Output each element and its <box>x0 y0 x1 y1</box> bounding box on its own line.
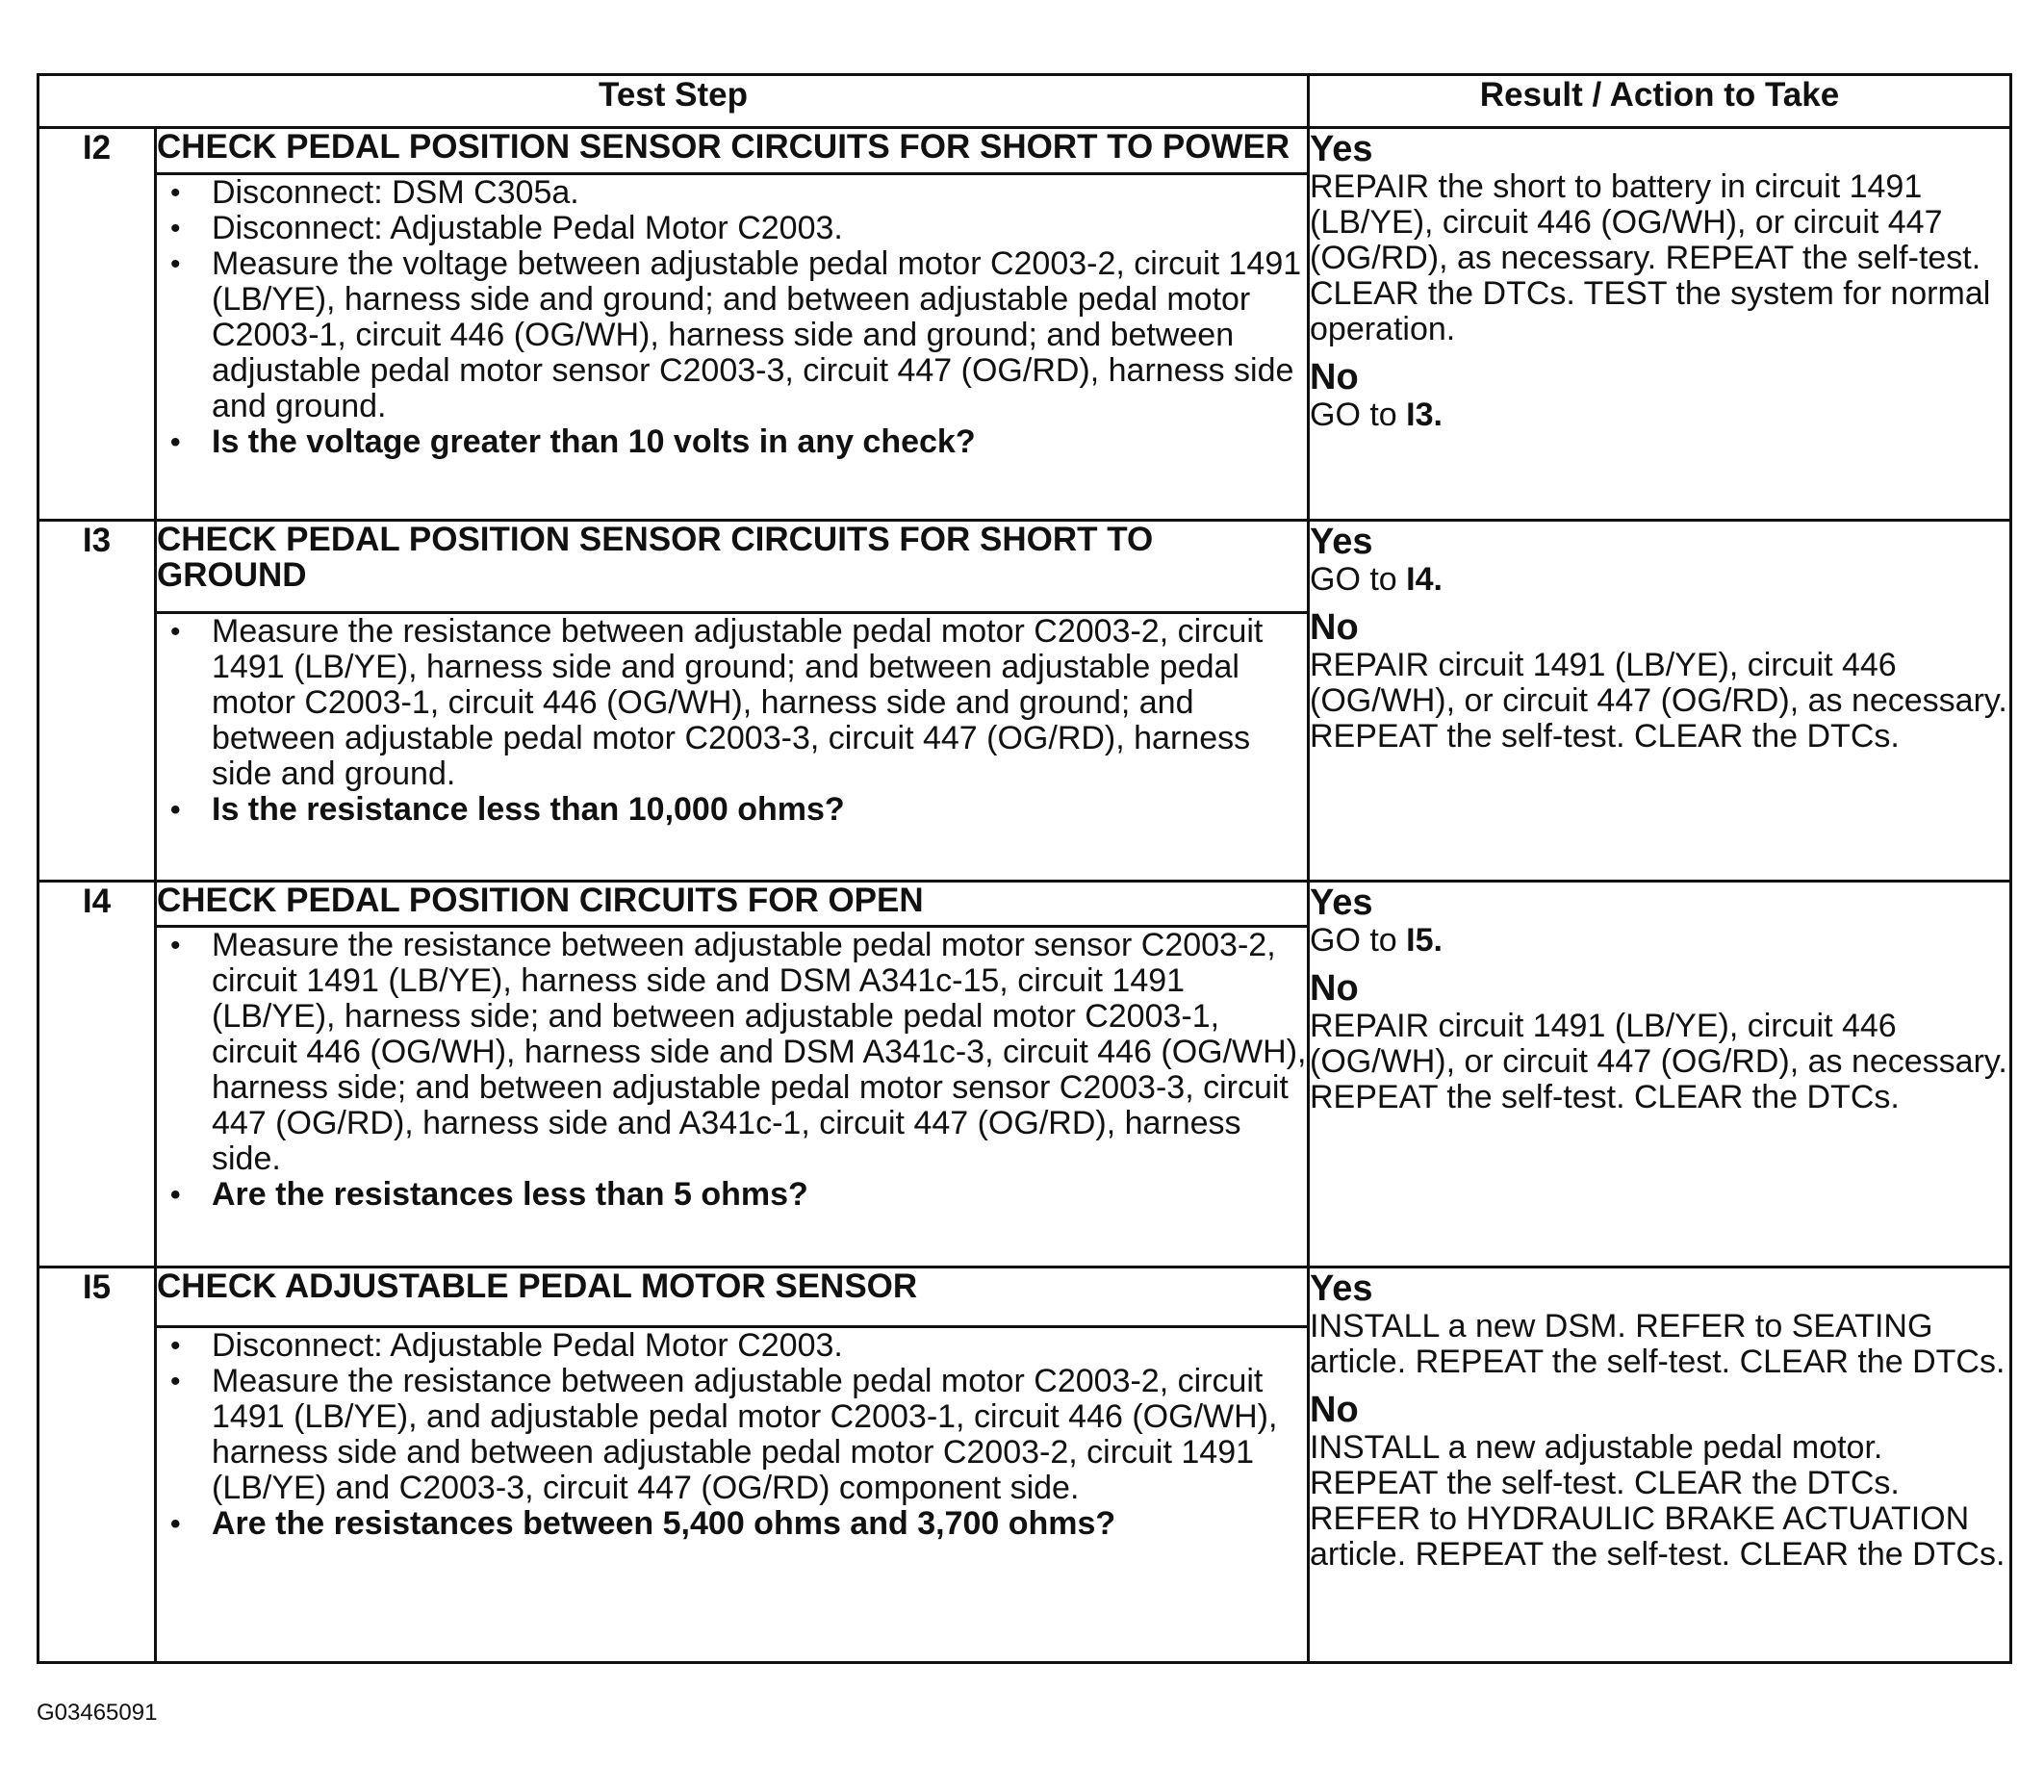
yes-label: Yes <box>1310 1268 1373 1309</box>
yes-action: GO to <box>1310 922 1397 959</box>
step-result <box>1309 1267 2011 1663</box>
step-number: I5 <box>38 1267 156 1663</box>
step-result <box>1309 521 2011 882</box>
step-number: I2 <box>38 128 156 521</box>
yes-action: REPAIR the short to battery in circuit 1491 (LB/YE), circuit 446 (OG/WH), or circuit 447 (OG/RD), as necessary. REPEAT the self-test. CLEAR the DTCs. TEST the system for normal operation. <box>1310 168 1991 347</box>
no-action: GO to <box>1310 397 1397 433</box>
step-title: CHECK PEDAL POSITION SENSOR CIRCUITS FOR SHORT TO GROUND <box>156 521 1309 613</box>
no-action: REPAIR circuit 1491 (LB/YE), circuit 446 (OG/WH), or circuit 447 (OG/RD), as necessary. REPEAT the self-test. CLEAR the DTCs. <box>1310 647 2007 755</box>
step-bullet: • Disconnect: Adjustable Pedal Motor C2003. <box>170 1327 843 1365</box>
figure-id: G03465091 <box>37 1700 158 1726</box>
step-title-row <box>38 521 2011 613</box>
step-question: • Are the resistances between 5,400 ohms and 3,700 ohms? <box>170 1505 1116 1543</box>
step-title-row <box>38 128 2011 174</box>
step-title: CHECK PEDAL POSITION CIRCUITS FOR OPEN <box>156 882 1309 927</box>
yes-action: GO to <box>1310 561 1397 598</box>
yes-action-ref: I5. <box>1406 922 1443 959</box>
no-action: INSTALL a new adjustable pedal motor. REPEAT the self-test. CLEAR the DTCs. REFER to HYDRAULIC BRAKE ACTUATION article. REPEAT the self-test. CLEAR the DTCs. <box>1310 1429 2006 1573</box>
step-title-row <box>38 882 2011 927</box>
no-action: REPAIR circuit 1491 (LB/YE), circuit 446 (OG/WH), or circuit 447 (OG/RD), as necessary. REPEAT the self-test. CLEAR the DTCs. <box>1310 1008 2007 1115</box>
step-bullet: • Disconnect: Adjustable Pedal Motor C2003. <box>170 210 843 247</box>
no-label: No <box>1310 357 1359 397</box>
step-body <box>156 927 1309 1267</box>
header-row <box>38 75 2011 128</box>
step-title: CHECK PEDAL POSITION SENSOR CIRCUITS FOR SHORT TO POWER <box>156 128 1309 174</box>
no-label: No <box>1310 1390 1359 1430</box>
step-bullet: • Measure the resistance between adjustable pedal motor sensor C2003-2, circuit 1491 (LB/YE), harness side and DSM A341c-15, circuit 1491 (LB/YE), harness side; and between adjustable pedal motor C2003-1, circuit 446 (OG/WH), harness side and DSM A341c-3, circuit 446 (OG/WH), harness side; and between adjustable pedal motor sensor C2003-3, circuit 447 (OG/RD), harness side and A341c-1, circuit 447 (OG/RD), harness side. <box>170 927 1307 1178</box>
step-question: • Are the resistances less than 5 ohms? <box>170 1176 808 1214</box>
step-question: • Is the resistance less than 10,000 ohms? <box>170 790 845 828</box>
step-body <box>156 612 1309 881</box>
yes-label: Yes <box>1310 129 1373 169</box>
diagnostic-table <box>37 73 2012 1664</box>
yes-label: Yes <box>1310 522 1373 562</box>
step-bullet: • Measure the resistance between adjustable pedal motor C2003-2, circuit 1491 (LB/YE), and adjustable pedal motor C2003-1, circuit 446 (OG/WH), harness side and between adjustable pedal motor C2003-2, circuit 1491 (LB/YE) and C2003-3, circuit 447 (OG/RD) component side. <box>170 1363 1278 1507</box>
step-body <box>156 174 1309 521</box>
step-body <box>156 1327 1309 1663</box>
step-number: I3 <box>38 521 156 882</box>
step-bullet: • Measure the voltage between adjustable pedal motor C2003-2, circuit 1491 (LB/YE), harness side and ground; and between adjustable pedal motor C2003-1, circuit 446 (OG/WH), harness side and ground; and between adjustable pedal motor sensor C2003-3, circuit 447 (OG/RD), harness side and ground. <box>170 245 1302 425</box>
step-bullet: • Disconnect: DSM C305a. <box>170 174 579 212</box>
yes-action: INSTALL a new DSM. REFER to SEATING article. REPEAT the self-test. CLEAR the DTCs. <box>1310 1308 2006 1380</box>
step-result <box>1309 128 2011 521</box>
no-action-ref: I3. <box>1406 397 1443 433</box>
step-number: I4 <box>38 882 156 1267</box>
step-bullet: • Measure the resistance between adjustable pedal motor C2003-2, circuit 1491 (LB/YE), harness side and ground; and between adjustable pedal motor C2003-1, circuit 446 (OG/WH), harness side and ground; and between adjustable pedal motor C2003-3, circuit 447 (OG/RD), harness side and ground. <box>170 612 1264 792</box>
header-result: Result / Action to Take <box>1309 75 2011 128</box>
step-title-row <box>38 1267 2011 1327</box>
step-question: • Is the voltage greater than 10 volts in any check? <box>170 423 976 461</box>
no-label: No <box>1310 968 1359 1009</box>
yes-action-ref: I4. <box>1406 561 1443 598</box>
no-label: No <box>1310 607 1359 648</box>
yes-label: Yes <box>1310 883 1373 923</box>
step-result <box>1309 882 2011 1267</box>
header-test-step: Test Step <box>38 75 1309 128</box>
step-title: CHECK ADJUSTABLE PEDAL MOTOR SENSOR <box>156 1267 1309 1327</box>
